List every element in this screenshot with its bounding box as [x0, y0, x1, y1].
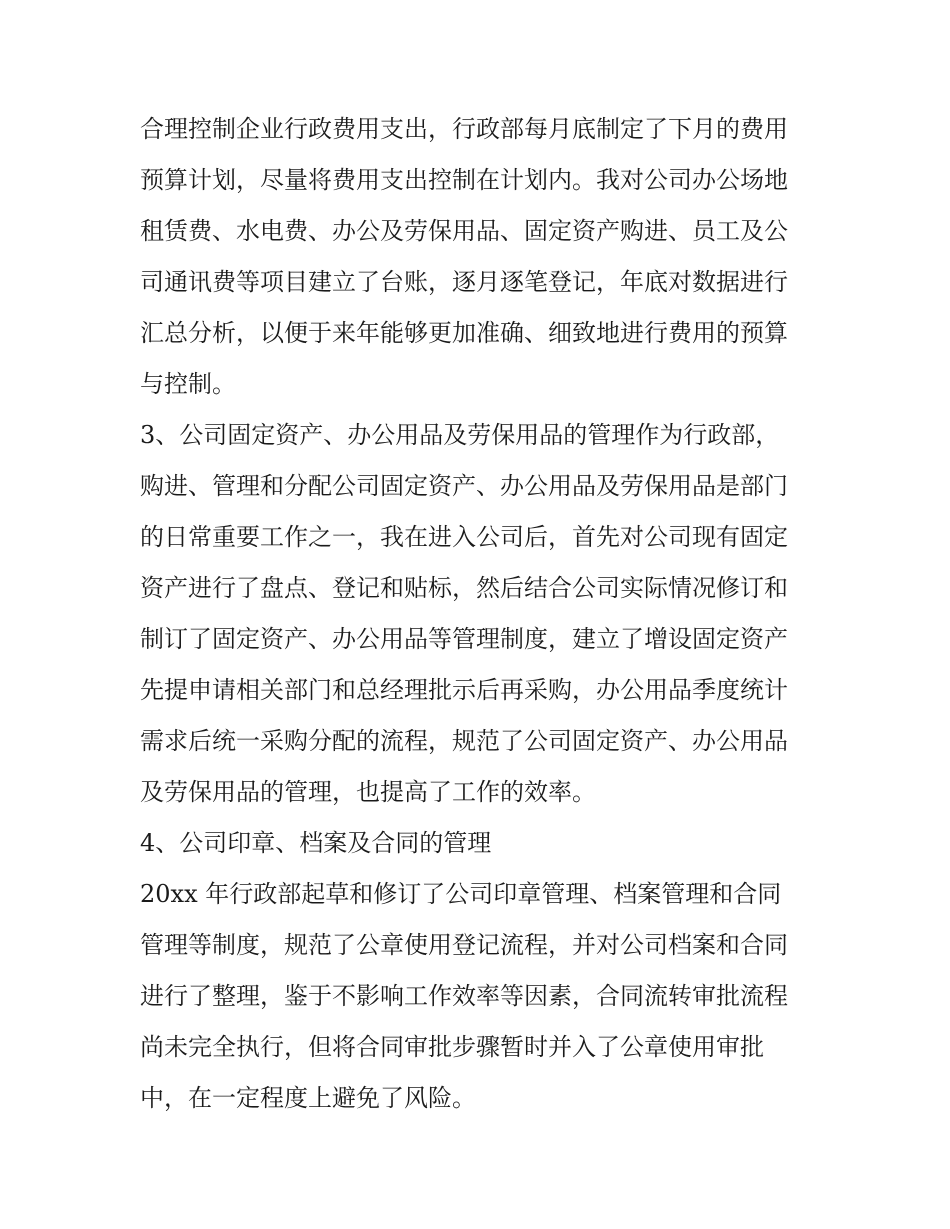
text-line: 的日常重要工作之一，我在进入公司后，首先对公司现有固定: [140, 523, 788, 551]
section-heading-4: 4、公司印章、档案及合同的管理: [140, 829, 492, 857]
text-line: 购进、管理和分配公司固定资产、办公用品及劳保用品是部门: [140, 472, 788, 500]
text-line: 20xx 年行政部起草和修订了公司印章管理、档案管理和合同: [140, 880, 782, 908]
text-line: 进行了整理，鉴于不影响工作效率等因素，合同流转审批流程: [140, 982, 788, 1010]
text-line: 制订了固定资产、办公用品等管理制度，建立了增设固定资产: [140, 625, 788, 653]
text-line: 及劳保用品的管理，也提高了工作的效率。: [140, 778, 596, 806]
text-line: 预算计划，尽量将费用支出控制在计划内。我对公司办公场地: [140, 166, 788, 194]
text-line: 先提申请相关部门和总经理批示后再采购，办公用品季度统计: [140, 676, 788, 704]
text-line: 与控制。: [140, 370, 236, 398]
text-line: 合理控制企业行政费用支出，行政部每月底制定了下月的费用: [140, 115, 788, 143]
text-line: 汇总分析，以便于来年能够更加准确、细致地进行费用的预算: [140, 319, 788, 347]
text-line: 资产进行了盘点、登记和贴标，然后结合公司实际情况修订和: [140, 574, 788, 602]
text-line: 需求后统一采购分配的流程，规范了公司固定资产、办公用品: [140, 727, 788, 755]
document-body: [140, 104, 830, 1124]
text-line: 管理等制度，规范了公章使用登记流程，并对公司档案和合同: [140, 931, 788, 959]
text-line: 尚未完全执行，但将合同审批步骤暂时并入了公章使用审批: [140, 1033, 764, 1061]
text-line: 租赁费、水电费、办公及劳保用品、固定资产购进、员工及公: [140, 217, 788, 245]
text-line: 司通讯费等项目建立了台账，逐月逐笔登记，年底对数据进行: [140, 268, 788, 296]
section-heading-3: 3、公司固定资产、办公用品及劳保用品的管理作为行政部，: [140, 421, 780, 449]
text-line: 中，在一定程度上避免了风险。: [140, 1084, 476, 1112]
